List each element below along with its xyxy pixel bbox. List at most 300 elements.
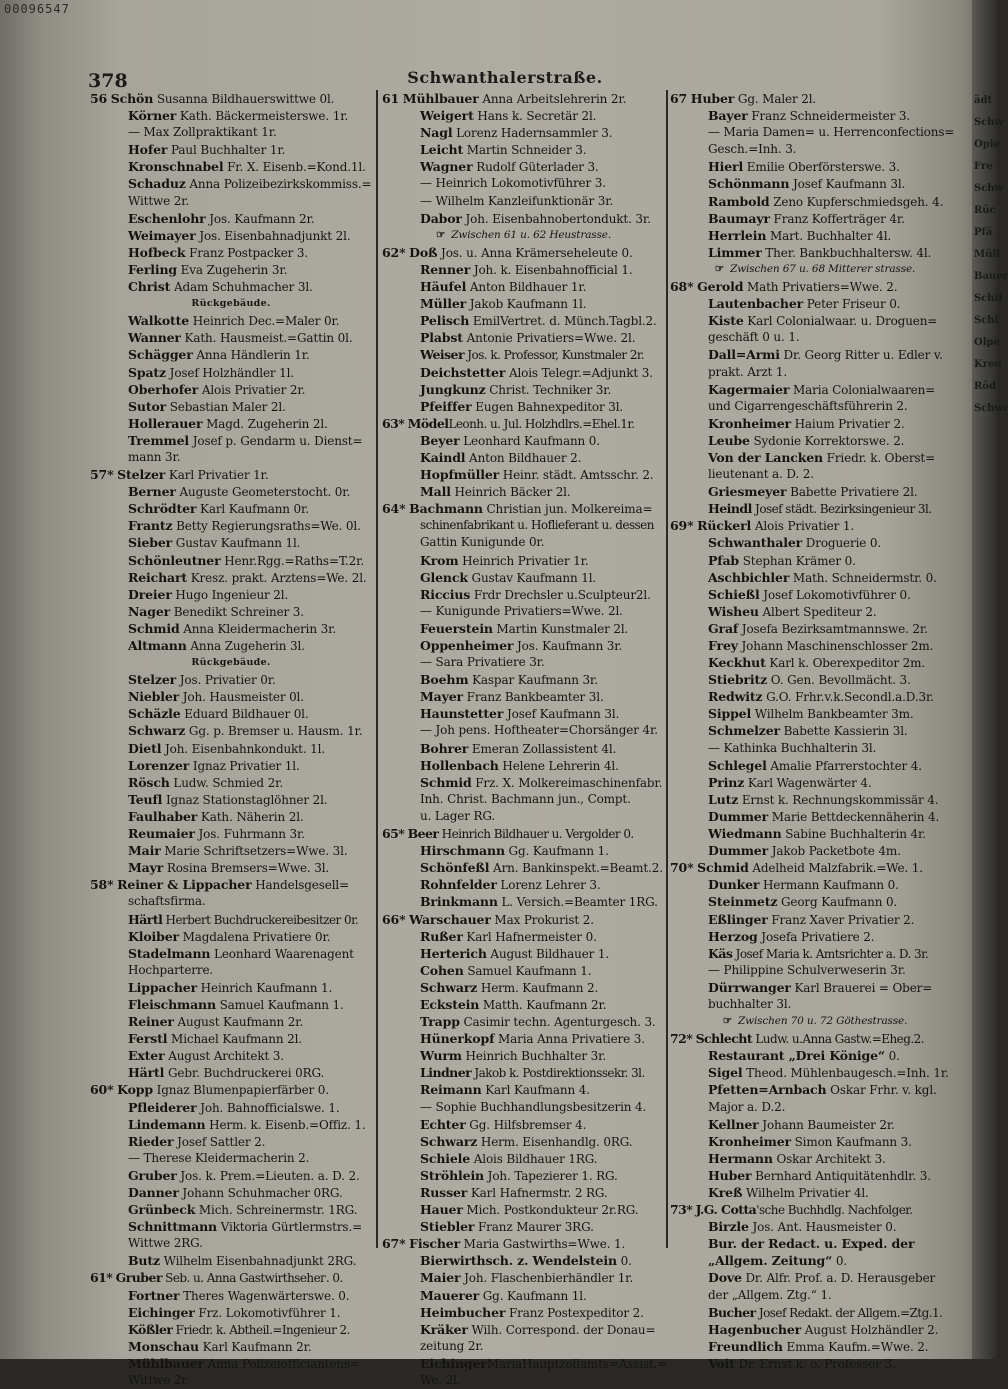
- entry-line: [90, 1013, 372, 1030]
- entry-line: [382, 893, 665, 910]
- resident-surname: Müller: [420, 296, 467, 312]
- resident-details: Gustav Kaufmann 1l.: [467, 570, 597, 585]
- resident-surname: Heimbucher: [420, 1304, 506, 1320]
- resident-details: 'sche Buchhdlg. Nachfolger.: [756, 1203, 913, 1218]
- resident-surname: Ferstl: [128, 1031, 168, 1047]
- resident-surname: Huber: [708, 1167, 752, 1183]
- resident-details: — Kathinka Buchhalterin 3l.: [708, 740, 877, 755]
- resident-surname: Grünbeck: [128, 1202, 196, 1218]
- resident-details: u. Lager RG.: [420, 808, 496, 823]
- entry-continuation: [382, 517, 665, 534]
- edge-fragment: Schw: [974, 183, 1004, 194]
- resident-details: — Therese Kleidermacherin 2.: [128, 1150, 310, 1165]
- resident-details: Anna Kleidermacherin 3r.: [179, 621, 337, 636]
- entry-line: [670, 979, 960, 996]
- entry-line: [382, 928, 665, 945]
- entry-line: [670, 1064, 960, 1081]
- resident-details: Magdalena Privatiere 0r.: [178, 929, 331, 944]
- entry-continuation: [90, 1235, 372, 1252]
- resident-details: Josef städt. Bezirksingenieur 3l.: [751, 502, 932, 517]
- resident-details: Kath. Näherin 2l.: [197, 809, 304, 824]
- resident-surname: Schiele: [420, 1150, 471, 1166]
- resident-details: Herbert Buchdruckereibesitzer 0r.: [162, 912, 359, 927]
- resident-details: Gg. Kaufmann 1.: [504, 844, 609, 859]
- house-number: 64*: [382, 501, 406, 517]
- entry-line: [670, 808, 960, 825]
- resident-surname: Stadelmann: [128, 945, 211, 961]
- resident-surname: Schönfeßl: [420, 860, 490, 876]
- resident-surname: Birzle: [708, 1219, 749, 1235]
- section-heading: [90, 295, 372, 312]
- entry-line: [90, 312, 372, 329]
- resident-details: zeitung 2r.: [420, 1338, 484, 1353]
- column-right: [670, 90, 960, 1371]
- house-entry: [382, 1235, 665, 1252]
- entry-subline: [382, 175, 665, 192]
- resident-details: Hugo Ingenieur 2l.: [171, 587, 289, 602]
- resident-details: Antonie Privatiers=Wwe. 2l.: [462, 331, 636, 346]
- entry-line: [670, 705, 960, 722]
- page-number: 378: [88, 70, 128, 92]
- entry-line: [670, 415, 960, 432]
- resident-surname: Jungkunz: [420, 381, 486, 397]
- resident-details: Josefa Privatiere 2.: [757, 929, 875, 944]
- resident-details: Dr. Alfr. Prof. a. D. Herausgeber: [741, 1271, 936, 1286]
- resident-surname: Mühlbauer: [128, 1355, 204, 1371]
- entry-line: [382, 859, 665, 876]
- resident-surname: Tremmel: [128, 432, 190, 448]
- running-head: Schwanthalerstraße.: [407, 68, 603, 87]
- resident-details: Kath. Bäckermeisterswe. 1r.: [176, 109, 349, 124]
- house-entry: [670, 1201, 960, 1218]
- entry-line: [382, 329, 665, 346]
- resident-surname: Redwitz: [708, 689, 763, 705]
- resident-details: Babette Kassierin 3l.: [779, 724, 908, 739]
- resident-details: Gesch.=Inh. 3.: [708, 142, 797, 157]
- resident-details: EmilVertret. d. Münch.Tagbl.2.: [469, 314, 657, 329]
- resident-surname: Frantz: [128, 518, 173, 534]
- resident-surname: Häufel: [420, 279, 467, 295]
- entry-continuation: [670, 1252, 960, 1269]
- resident-details: Frdr Drechsler u.Sculpteur2l.: [470, 587, 651, 602]
- entry-line: [382, 346, 665, 363]
- entry-continuation: [90, 962, 372, 979]
- entry-line: [382, 107, 665, 124]
- resident-surname: Schön: [110, 91, 154, 106]
- resident-details: Heinr. städt. Amtsschr. 2.: [499, 468, 654, 483]
- entry-line: [670, 312, 960, 329]
- entry-line: [670, 911, 960, 928]
- entry-line: [90, 227, 372, 244]
- entry-line: [90, 415, 372, 432]
- house-entry: [670, 517, 960, 534]
- resident-surname: Trapp: [420, 1014, 460, 1030]
- resident-details: Alois Privatier 2r.: [198, 382, 306, 397]
- resident-surname: Christ: [128, 279, 171, 295]
- resident-surname: Plabst: [420, 330, 463, 346]
- house-entry: [382, 415, 665, 432]
- resident-details: Handelsgesell=: [251, 878, 349, 893]
- archive-stamp: 00096547: [4, 2, 70, 16]
- resident-details: Maria Colonialwaaren=: [789, 382, 936, 397]
- entry-subline: [670, 740, 960, 757]
- resident-details: Friedr. k. Abtheil.=Ingenieur 2.: [172, 1322, 350, 1337]
- resident-details: Lorenz Lehrer 3.: [496, 878, 601, 893]
- resident-details: Sydonie Korrektorswe. 2.: [749, 433, 905, 448]
- entry-line: [670, 381, 960, 398]
- resident-surname: Hermann: [708, 1150, 773, 1166]
- entry-continuation: [670, 1287, 960, 1304]
- house-number: 73*: [670, 1202, 693, 1218]
- resident-surname: Weiser: [420, 347, 464, 363]
- resident-surname: Pfleiderer: [128, 1099, 197, 1115]
- entry-line: [90, 210, 372, 227]
- resident-details: Marie Schriftsetzers=Wwe. 3l.: [160, 844, 348, 859]
- resident-surname: Pfeiffer: [420, 398, 472, 414]
- resident-surname: Kopp: [117, 1082, 153, 1098]
- entry-line: [382, 586, 665, 603]
- house-entry: [670, 90, 960, 107]
- resident-surname: Mayr: [128, 860, 164, 876]
- resident-surname: Sippel: [708, 706, 752, 722]
- resident-details: Matth. Kaufmann 2r.: [479, 997, 607, 1012]
- entry-line: [90, 278, 372, 295]
- resident-surname: Mall: [420, 484, 451, 500]
- entry-line: [670, 637, 960, 654]
- entry-line: [90, 244, 372, 261]
- resident-details: Kaspar Kaufmann 3r.: [468, 673, 598, 688]
- resident-surname: Sigel: [708, 1065, 743, 1081]
- entry-line: [670, 1304, 960, 1321]
- resident-details: Wittwe 2RG.: [128, 1236, 203, 1251]
- entry-line: [670, 1184, 960, 1201]
- resident-details: Gustav Kaufmann 1l.: [172, 536, 301, 551]
- resident-surname: Steinmetz: [708, 894, 778, 910]
- resident-details: Josef Sattler 2.: [173, 1134, 266, 1149]
- resident-details: Joh. Eisenbahnobertondukt. 3r.: [461, 211, 651, 226]
- resident-details: Amalie Pfarrerstochter 4.: [766, 758, 922, 773]
- resident-surname: Heindl: [708, 501, 752, 517]
- entry-line: [382, 962, 665, 979]
- resident-details: Herm. Eisenhandlg. 0RG.: [477, 1134, 633, 1149]
- entry-line: [670, 671, 960, 688]
- resident-details: August Kaufmann 2r.: [173, 1015, 304, 1030]
- house-number: 56: [90, 91, 108, 106]
- edge-fragment: Fre: [974, 161, 993, 172]
- resident-surname: Deichstetter: [420, 364, 506, 380]
- resident-details: Franz Bankbeamter 3l.: [463, 690, 604, 705]
- resident-surname: Restaurant „Drei Könige“: [708, 1048, 885, 1064]
- resident-details: Franz Kofferträger 4r.: [769, 211, 905, 226]
- resident-surname: Kronheimer: [708, 1133, 791, 1149]
- resident-details: Alois Bildhauer 1RG.: [470, 1151, 598, 1166]
- entry-line: [382, 1201, 665, 1218]
- entry-line: [670, 842, 960, 859]
- resident-details: Heinrich Dec.=Maler 0r.: [189, 314, 340, 329]
- entry-line: [90, 842, 372, 859]
- resident-surname: Bohrer: [420, 740, 469, 756]
- resident-surname: Wisheu: [708, 603, 759, 619]
- resident-details: Mich. Postkondukteur 2r.RG.: [462, 1203, 639, 1218]
- resident-surname: Kloiber: [128, 928, 179, 944]
- edge-fragment: Olpe: [974, 337, 1000, 348]
- edge-fragment: Schil: [974, 293, 1003, 304]
- entry-line: [382, 740, 665, 757]
- resident-surname: Von der Lancken: [708, 449, 823, 465]
- house-entry: [90, 1081, 372, 1098]
- entry-line: [670, 500, 960, 517]
- entry-line: [90, 107, 372, 124]
- resident-details: Wittwe 2r.: [128, 193, 190, 208]
- entry-continuation: [90, 193, 372, 210]
- entry-line: [670, 893, 960, 910]
- resident-details: Rosina Bremsers=Wwe. 3l.: [163, 861, 330, 876]
- resident-details: Sabine Buchhalterin 4r.: [781, 827, 926, 842]
- resident-surname: Nagl: [420, 125, 453, 141]
- resident-details: Franz Postexpeditor 2.: [505, 1305, 644, 1320]
- resident-surname: Härtl: [128, 1065, 165, 1081]
- resident-surname: Schlecht: [695, 1031, 753, 1047]
- entry-subline: [382, 193, 665, 210]
- resident-details: August Architekt 3.: [164, 1049, 284, 1064]
- resident-surname: Schägger: [128, 347, 193, 363]
- resident-details: Dr. Ernst k. o. Professor 3.: [734, 1356, 896, 1371]
- resident-surname: Feuerstein: [420, 620, 493, 636]
- entry-line: [670, 1355, 960, 1372]
- entry-line: [670, 210, 960, 227]
- entry-line: [670, 1235, 960, 1252]
- resident-surname: Schrödter: [128, 501, 197, 517]
- resident-details: Joh. Flaschenbierhändler 1r.: [460, 1271, 634, 1286]
- entry-line: [90, 1321, 372, 1338]
- resident-details: Droguerie 0.: [802, 536, 882, 551]
- house-number: 57*: [90, 467, 114, 483]
- entry-line: [670, 552, 960, 569]
- resident-surname: Prinz: [708, 774, 745, 790]
- resident-surname: Lindner: [420, 1065, 472, 1081]
- entry-line: [90, 1047, 372, 1064]
- entry-continuation: [382, 534, 665, 551]
- house-entry: [382, 90, 665, 107]
- resident-details: Herm. Kaufmann 2.: [477, 980, 599, 995]
- entry-subline: [382, 654, 665, 671]
- resident-details: Wilhelm Bankbeamter 3m.: [751, 707, 914, 722]
- entry-line: [382, 1047, 665, 1064]
- resident-surname: Mauerer: [420, 1287, 480, 1303]
- resident-details: Heinrich Bäcker 2l.: [450, 485, 571, 500]
- entry-subline: [670, 124, 960, 141]
- entry-line: [382, 312, 665, 329]
- resident-details: Theres Wagenwärterswe. 0.: [179, 1288, 350, 1303]
- entry-line: [90, 1304, 372, 1321]
- resident-details: Karl Kaufmann 2r.: [199, 1339, 312, 1354]
- entry-line: [382, 261, 665, 278]
- resident-surname: Echter: [420, 1116, 466, 1132]
- resident-details: Rückgebäude.: [191, 298, 271, 310]
- resident-surname: Rußer: [420, 928, 463, 944]
- resident-surname: Hopfmüller: [420, 467, 500, 483]
- entry-continuation: [670, 1099, 960, 1116]
- entry-line: [382, 637, 665, 654]
- resident-surname: Bachmann: [409, 501, 483, 517]
- entry-line: [90, 586, 372, 603]
- entry-line: [670, 1116, 960, 1133]
- resident-details: O. Gen. Bevollmächt. 3.: [767, 673, 911, 688]
- resident-details: Leonhard Waarenagent: [210, 946, 354, 961]
- edge-fragment: Müll: [974, 249, 1000, 260]
- resident-details: Karl k. Oberexpeditor 2m.: [765, 656, 925, 671]
- resident-surname: Bur. der Redact. u. Exped. der: [708, 1236, 915, 1252]
- resident-details: Alois Telegr.=Adjunkt 3.: [505, 365, 653, 380]
- entry-line: [90, 1355, 372, 1372]
- resident-details: Simon Kaufmann 3.: [790, 1134, 912, 1149]
- resident-details: — Heinrich Lokomotivführer 3.: [420, 176, 606, 191]
- entry-line: [382, 1116, 665, 1133]
- entry-line: [670, 534, 960, 551]
- entry-line: [382, 620, 665, 637]
- resident-details: Jos. k. Professor, Kunstmaler 2r.: [464, 348, 645, 363]
- resident-surname: Kagermaier: [708, 381, 790, 397]
- resident-details: Karl Colonialwaar. u. Droguen=: [743, 314, 938, 329]
- resident-surname: Niebler: [128, 689, 180, 705]
- resident-details: L. Versich.=Beamter 1RG.: [497, 895, 658, 910]
- resident-details: Auguste Geometerstocht. 0r.: [175, 485, 351, 500]
- house-number: 72*: [670, 1031, 693, 1047]
- entry-line: [90, 381, 372, 398]
- entry-line: [90, 825, 372, 842]
- edge-fragment: Bauer: [974, 271, 1008, 282]
- resident-details: Math. Schneidermstr. 0.: [789, 570, 937, 585]
- resident-details: Karl Hafnermstr. 2 RG.: [467, 1186, 608, 1200]
- resident-details: Magd. Zugeherin 2l.: [202, 416, 328, 431]
- resident-details: We. 2l.: [420, 1373, 461, 1388]
- entry-line: [90, 1287, 372, 1304]
- resident-details: Maria Gastwirths=Wwe. 1.: [460, 1237, 626, 1252]
- resident-details: — Joh pens. Hoftheater=Chorsänger 4r.: [420, 723, 658, 738]
- resident-surname: Dunker: [708, 877, 760, 893]
- edge-fragment: Opie: [974, 139, 1000, 150]
- entry-line: [382, 432, 665, 449]
- resident-details: Anton Bildhauer 1r.: [466, 280, 587, 295]
- resident-details: Josef Kaufmann 3l.: [789, 177, 906, 192]
- entry-line: [90, 996, 372, 1013]
- resident-details: Karl Wagenwärter 4.: [744, 775, 872, 790]
- resident-surname: Schwarz: [420, 1133, 478, 1149]
- resident-surname: Reimann: [420, 1082, 482, 1098]
- edge-fragment: Rüc: [974, 205, 996, 216]
- resident-surname: Pelisch: [420, 313, 470, 329]
- resident-details: Adam Schuhmacher 3l.: [170, 280, 313, 295]
- entry-continuation: [670, 329, 960, 346]
- entry-line: [90, 175, 372, 192]
- entry-line: [670, 757, 960, 774]
- house-number: 60*: [90, 1082, 114, 1098]
- resident-details: Babette Privatiere 2l.: [786, 485, 918, 500]
- resident-surname: Schäzle: [128, 706, 181, 722]
- resident-details: Anna Polizeibezirkskommiss.=: [185, 177, 372, 192]
- pointing-hand-icon: ☞: [722, 1015, 732, 1028]
- resident-surname: Kellner: [708, 1116, 759, 1132]
- resident-details: Heinrich Privatier 1r.: [458, 553, 589, 568]
- resident-details: Peter Friseur 0.: [803, 297, 901, 312]
- resident-surname: Walkotte: [128, 313, 190, 329]
- entry-line: [90, 1252, 372, 1269]
- resident-details: Kresz. prakt. Arztens=We. 2l.: [187, 570, 367, 585]
- entry-continuation: [670, 398, 960, 415]
- resident-details: — Max Zollpraktikant 1r.: [128, 125, 277, 140]
- entry-continuation: [90, 893, 372, 910]
- house-number: 66*: [382, 911, 406, 927]
- entry-line: [382, 688, 665, 705]
- house-entry: [382, 500, 665, 517]
- entry-line: [382, 757, 665, 774]
- house-entry: [670, 859, 960, 876]
- pointing-hand-icon: ☞: [435, 228, 446, 241]
- resident-surname: Reichart: [128, 569, 188, 585]
- resident-surname: Huber: [690, 91, 735, 106]
- resident-surname: Hofer: [128, 142, 168, 158]
- resident-surname: Freundlich: [708, 1338, 783, 1354]
- entry-line: [90, 500, 372, 517]
- resident-surname: Kräker: [420, 1321, 468, 1337]
- resident-details: Casimir techn. Agenturgesch. 3.: [459, 1015, 656, 1030]
- resident-surname: Dummer: [708, 843, 769, 859]
- house-entry: [90, 466, 372, 483]
- resident-details: Rudolf Güterlader 3.: [472, 160, 599, 175]
- resident-details: lieutenant a. D. 2.: [708, 467, 814, 482]
- entry-line: [90, 791, 372, 808]
- entry-subline: [382, 722, 665, 739]
- resident-details: Jakob Kaufmann 1l.: [466, 297, 587, 312]
- resident-surname: Dietl: [128, 740, 162, 756]
- entry-line: [90, 1184, 372, 1201]
- resident-details: Maria Anna Privatiere 3.: [494, 1032, 645, 1047]
- entry-line: [670, 945, 960, 962]
- resident-details: Alois Privatier 1.: [751, 519, 855, 534]
- entry-line: [670, 295, 960, 312]
- entry-line: [90, 945, 372, 962]
- resident-details: Stephan Krämer 0.: [739, 553, 856, 568]
- resident-details: Josef Lokomotivführer 0.: [759, 587, 911, 602]
- resident-details: Heinrich Buchhalter 3r.: [461, 1049, 607, 1064]
- entry-continuation: [382, 1338, 665, 1355]
- entry-line: [670, 603, 960, 620]
- resident-surname: Ströhlein: [420, 1167, 485, 1183]
- resident-surname: Schlegel: [708, 757, 767, 773]
- resident-surname: Boehm: [420, 672, 469, 688]
- resident-details: Helene Lehrerin 4l.: [498, 758, 619, 773]
- house-number: 68*: [670, 279, 694, 295]
- entry-line: [670, 449, 960, 466]
- entry-line: [382, 876, 665, 893]
- house-number: 63*: [382, 415, 405, 431]
- resident-details: Joh. Bahnofficialswe. 1.: [196, 1100, 340, 1115]
- edge-fragment: Schi: [974, 315, 999, 326]
- column-rule: [376, 90, 378, 1248]
- entry-line: [382, 381, 665, 398]
- resident-details: Josef p. Gendarm u. Dienst=: [189, 433, 363, 448]
- house-entry: [382, 825, 665, 842]
- resident-details: Adelheid Malzfabrik.=We. 1.: [748, 861, 923, 876]
- resident-surname: Berner: [128, 484, 176, 500]
- resident-details: Frz. Lokomotivführer 1.: [194, 1305, 341, 1320]
- entry-line: [90, 928, 372, 945]
- edge-fragment: Pfä: [974, 227, 993, 238]
- resident-details: Gebr. Buchdruckerei 0RG.: [164, 1066, 325, 1081]
- entry-line: [382, 1355, 668, 1372]
- entry-line: [90, 398, 372, 415]
- entry-line: [382, 1304, 665, 1321]
